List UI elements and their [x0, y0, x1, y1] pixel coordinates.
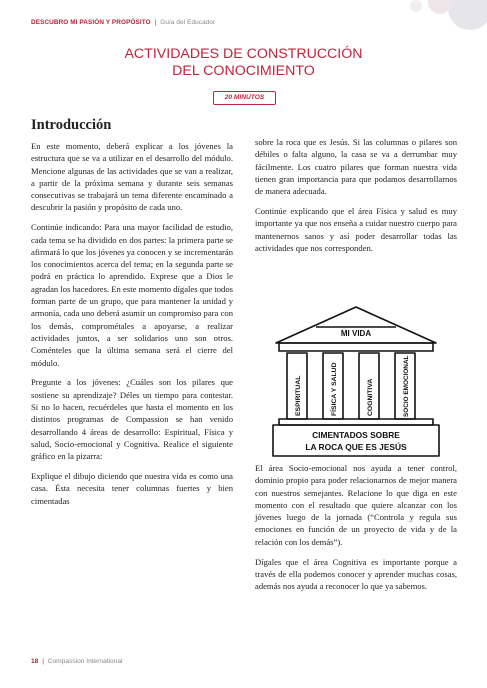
footer-organization: Compassion International — [47, 658, 123, 665]
right-column-bottom — [255, 462, 457, 600]
roof-label: MI VIDA — [340, 329, 372, 338]
paragraph: El área Socio-emocional nos ayuda a tener control, dominio propio para poder relacionarnos de mejor manera con nuestros semejantes. Relacione lo que diga en este momento con el resultado que quiere alcanzar con los jóvenes luego de la jornada (“Controla y regula sus emociones en función de un proyecto de vida y de la relación con los demás”). — [255, 463, 457, 547]
pillar-label: SOCIO EMOCIONAL — [403, 355, 410, 417]
paragraph: Continúe explicando que el área Física y salud es muy importante ya que nos enseña a cuidar nuestro cuerpo para mantenernos sanos y así poder desarrollar todas las actividades que nos corresponden. — [255, 205, 457, 253]
pillar-label: ESPIRITUAL — [295, 375, 302, 416]
corner-decoration-graphic — [320, 0, 487, 30]
left-column — [31, 140, 233, 514]
house-pillars-diagram — [271, 305, 441, 457]
right-column-top — [255, 136, 457, 262]
pillar-label: COGNITIVA — [367, 378, 374, 416]
intro-heading: Introducción — [31, 117, 112, 133]
roof-beam — [279, 343, 433, 351]
pillar-label: FÍSICA Y SALUD — [331, 362, 338, 416]
paragraph: Dígales que el área Cognitiva es importante porque a través de ella podemos conocer y aprender muchas cosas, además nos ayuda a reconocer lo que ya sabemos. — [255, 556, 457, 592]
paragraph: Pregunte a los jóvenes: ¿Cuáles son los pilares que sostiene su aprendizaje? Déles un tiempo para contestar. Si no lo hacen, recuérdeles que hasta el momento en los distintos programas de Compassion se han venido desarrollando 4 áreas de desarrollo: Espiritual, Física y salud, Socio-emocional y Cognitiva. Realice el siguiente gráfico en la pizarra: — [31, 377, 233, 462]
footer-separator: | — [42, 658, 44, 665]
paragraph: Continúe indicando: Para una mayor facilidad de estudio, cada tema se ha dividido en dos partes: la primera parte se afirmará lo que los jóvenes ya conocen y se incrementarán los conocimientos acerca del tema; en la segunda parte se podrá en práctica lo aprendido. Exprese que a Dios le agradan los hacedores. En este momento dígales que todos forman parte de un grupo, que para mantener la unidad y armonía, cada uno deberá asumir un compromiso para con los demás, comprométales a apoyarse, a realizar actividades juntos, a ser solidarios uno son otros. Coménteles que la última semana será el cierre del módulo. — [31, 222, 233, 368]
section-title — [0, 46, 487, 80]
page-number: 18 — [31, 658, 39, 665]
paragraph: sobre la roca que es Jesús. Si las columnas o pilares son débiles o falta alguno, la casa se va a derrumbar muy fácilmente. Los cuatro pilares que forman nuestra vida tienen gran importancia para que podamos desarrollarnos de manera adecuada. — [255, 137, 457, 197]
foundation-label-line-1: CIMENTADOS SOBRE — [312, 430, 400, 440]
duration-badge: 20 MINUTOS — [213, 91, 276, 105]
paragraph: Explique el dibujo diciendo que nuestra vida es como una casa. Ésta necesita tener columnas fuertes y bien cimentadas — [31, 470, 233, 506]
pillar-base — [279, 419, 433, 425]
header-guide-label: Guía del Educador — [160, 19, 216, 26]
title-line-2: DEL CONOCIMIENTO — [172, 63, 315, 79]
paragraph: En este momento, deberá explicar a los jóvenes la estructura que se va a utilizar en el desarrollo del módulo. Mencione algunas de las actividades que se van a realizar, a partir de la próxima semana y durante seis semanas consecutivas se trabajará un tema diferente encaminado a descubrir la pasión y propósito de cada uno. — [31, 141, 233, 213]
header-separator: | — [154, 19, 157, 26]
header-section-title: DESCUBRO MI PASIÓN Y PROPÓSITO — [31, 19, 151, 26]
title-line-1: ACTIVIDADES DE CONSTRUCCIÓN — [124, 46, 363, 62]
foundation-label-line-2: LA ROCA QUE ES JESÚS — [305, 442, 407, 452]
running-header — [31, 19, 215, 26]
page-footer — [31, 658, 123, 665]
